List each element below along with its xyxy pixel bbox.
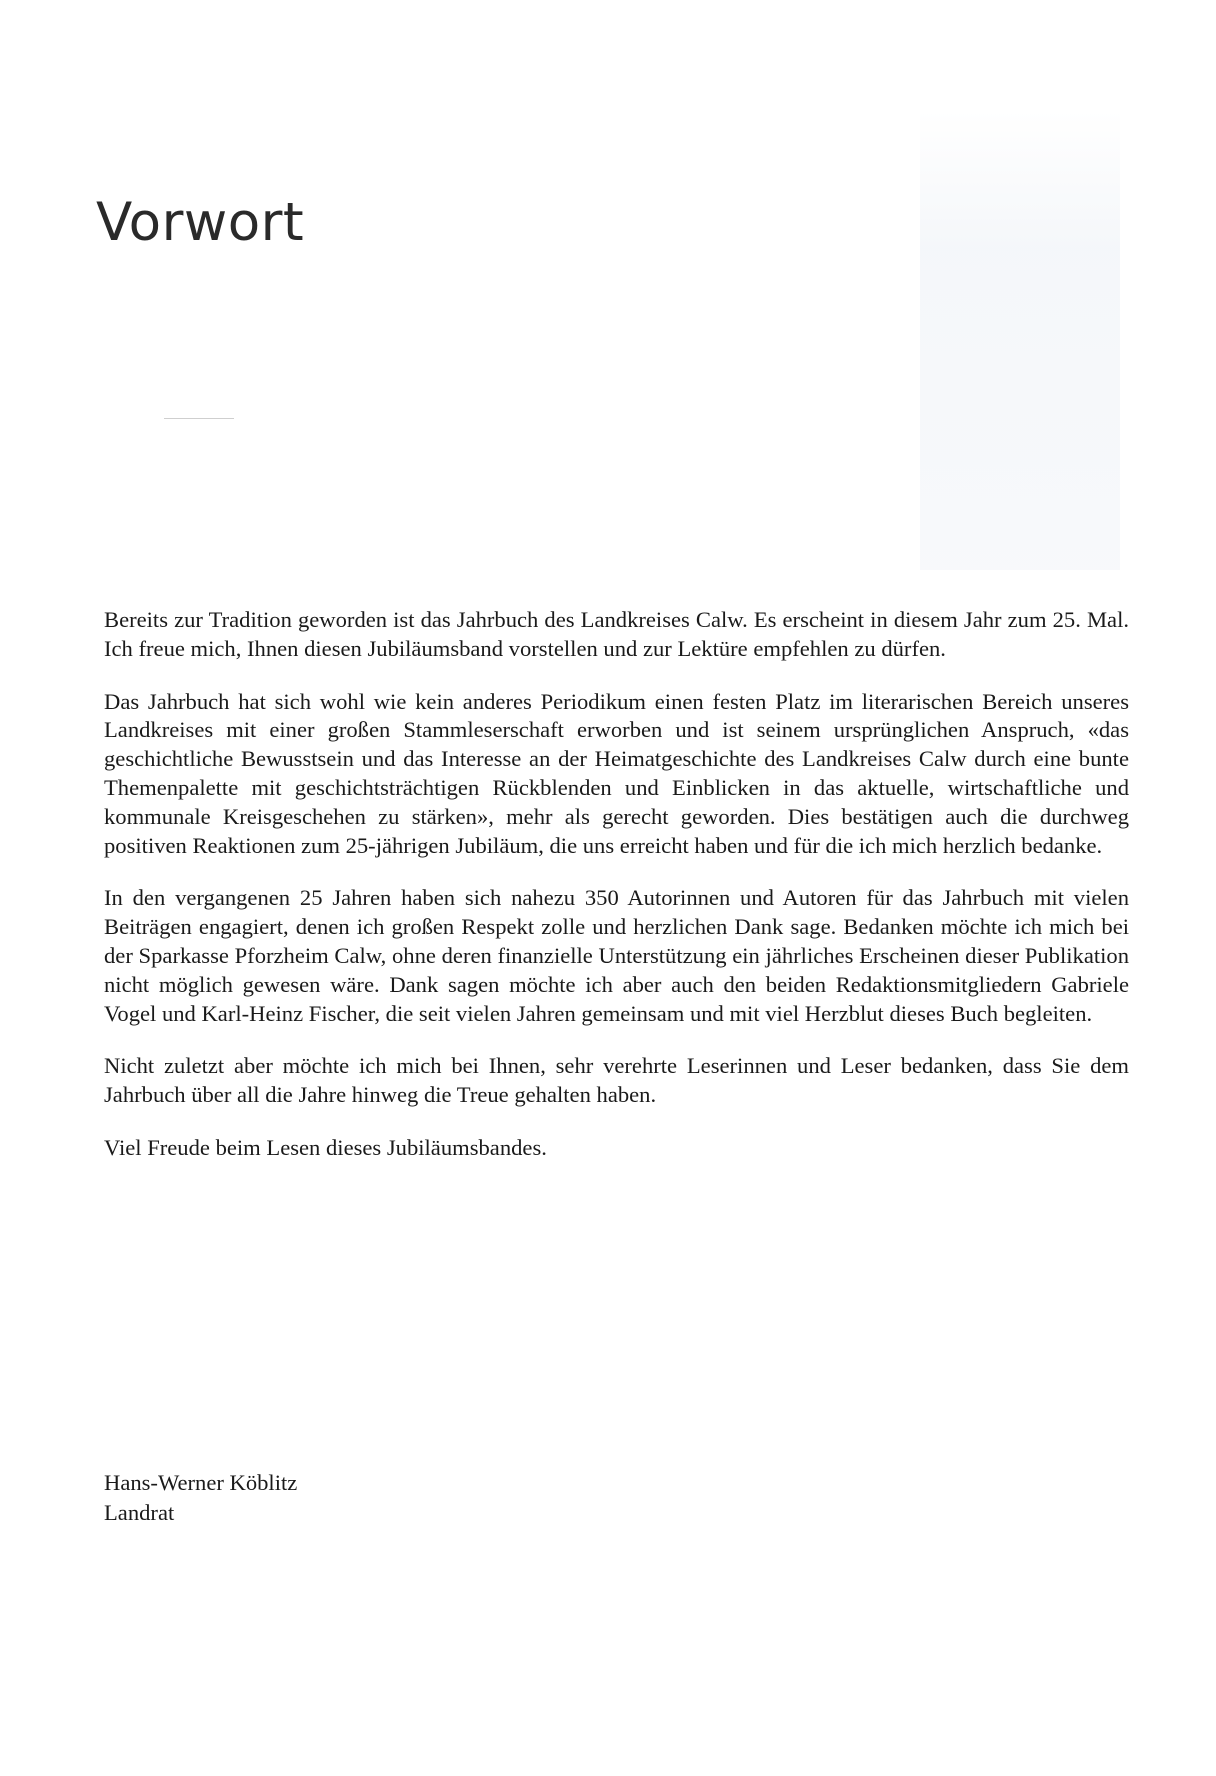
signature-block [104, 1468, 297, 1528]
show-through-rule [164, 418, 234, 419]
paragraph-5: Viel Freude beim Lesen dieses Jubiläumsbandes. [104, 1134, 547, 1160]
paragraph-1: Bereits zur Tradition geworden ist das Jahrbuch des Landkreises Calw. Es erscheint in diesem Jahr zum 25. Mal. Ich freue mich, Ihnen diesen Jubiläumsband vorstellen und zur Lektüre empfehlen zu dürfen. [104, 607, 1129, 661]
page-title: Vorwort [96, 192, 305, 253]
signature-name: Hans-Werner Köblitz [104, 1470, 298, 1495]
paragraph-2: Das Jahrbuch hat sich wohl wie kein anderes Periodikum einen festen Platz im literarischen Bereich unseres Landkreises mit einer großen Stammleserschaft erworben und ist seinem ursprünglichen Anspruch, «das geschichtliche Bewusstsein und das Interesse an der Heimatgeschichte des Landkreises Calw durch eine bunte Themenpalette mit geschichtsträchtigen Rückblenden und Einblicken in das aktuelle, wirtschaftliche und kommunale Kreisgeschehen zu stärken», mehr als gerecht geworden. Dies bestätigen auch die durchweg positiven Reaktionen zum 25-jährigen Jubiläum, die uns erreicht haben und für die ich mich herzlich bedanke. [104, 688, 1129, 858]
show-through-shade [920, 110, 1120, 570]
paragraph-3: In den vergangenen 25 Jahren haben sich nahezu 350 Autorinnen und Autoren für das Jahrbuch mit vielen Beiträgen engagiert, denen ich großen Respekt zolle und herzlichen Dank sage. Bedanken möchte ich mich bei der Sparkasse Pforzheim Calw, ohne deren finanzielle Unterstützung ein jährliches Erscheinen dieser Publikation nicht möglich gewesen wäre. Dank sagen möchte ich aber auch den beiden Redaktionsmitgliedern Gabriele Vogel und Karl-Heinz Fischer, die seit vielen Jahren gemeinsam und mit viel Herzblut dieses Buch begleiten. [104, 885, 1129, 1026]
paragraph-4: Nicht zuletzt aber möchte ich mich bei Ihnen, sehr verehrte Leserinnen und Leser bedanken, dass Sie dem Jahrbuch über all die Jahre hinweg die Treue gehalten haben. [104, 1053, 1129, 1108]
signature-role: Landrat [104, 1500, 175, 1525]
foreword-body [104, 606, 1129, 1187]
